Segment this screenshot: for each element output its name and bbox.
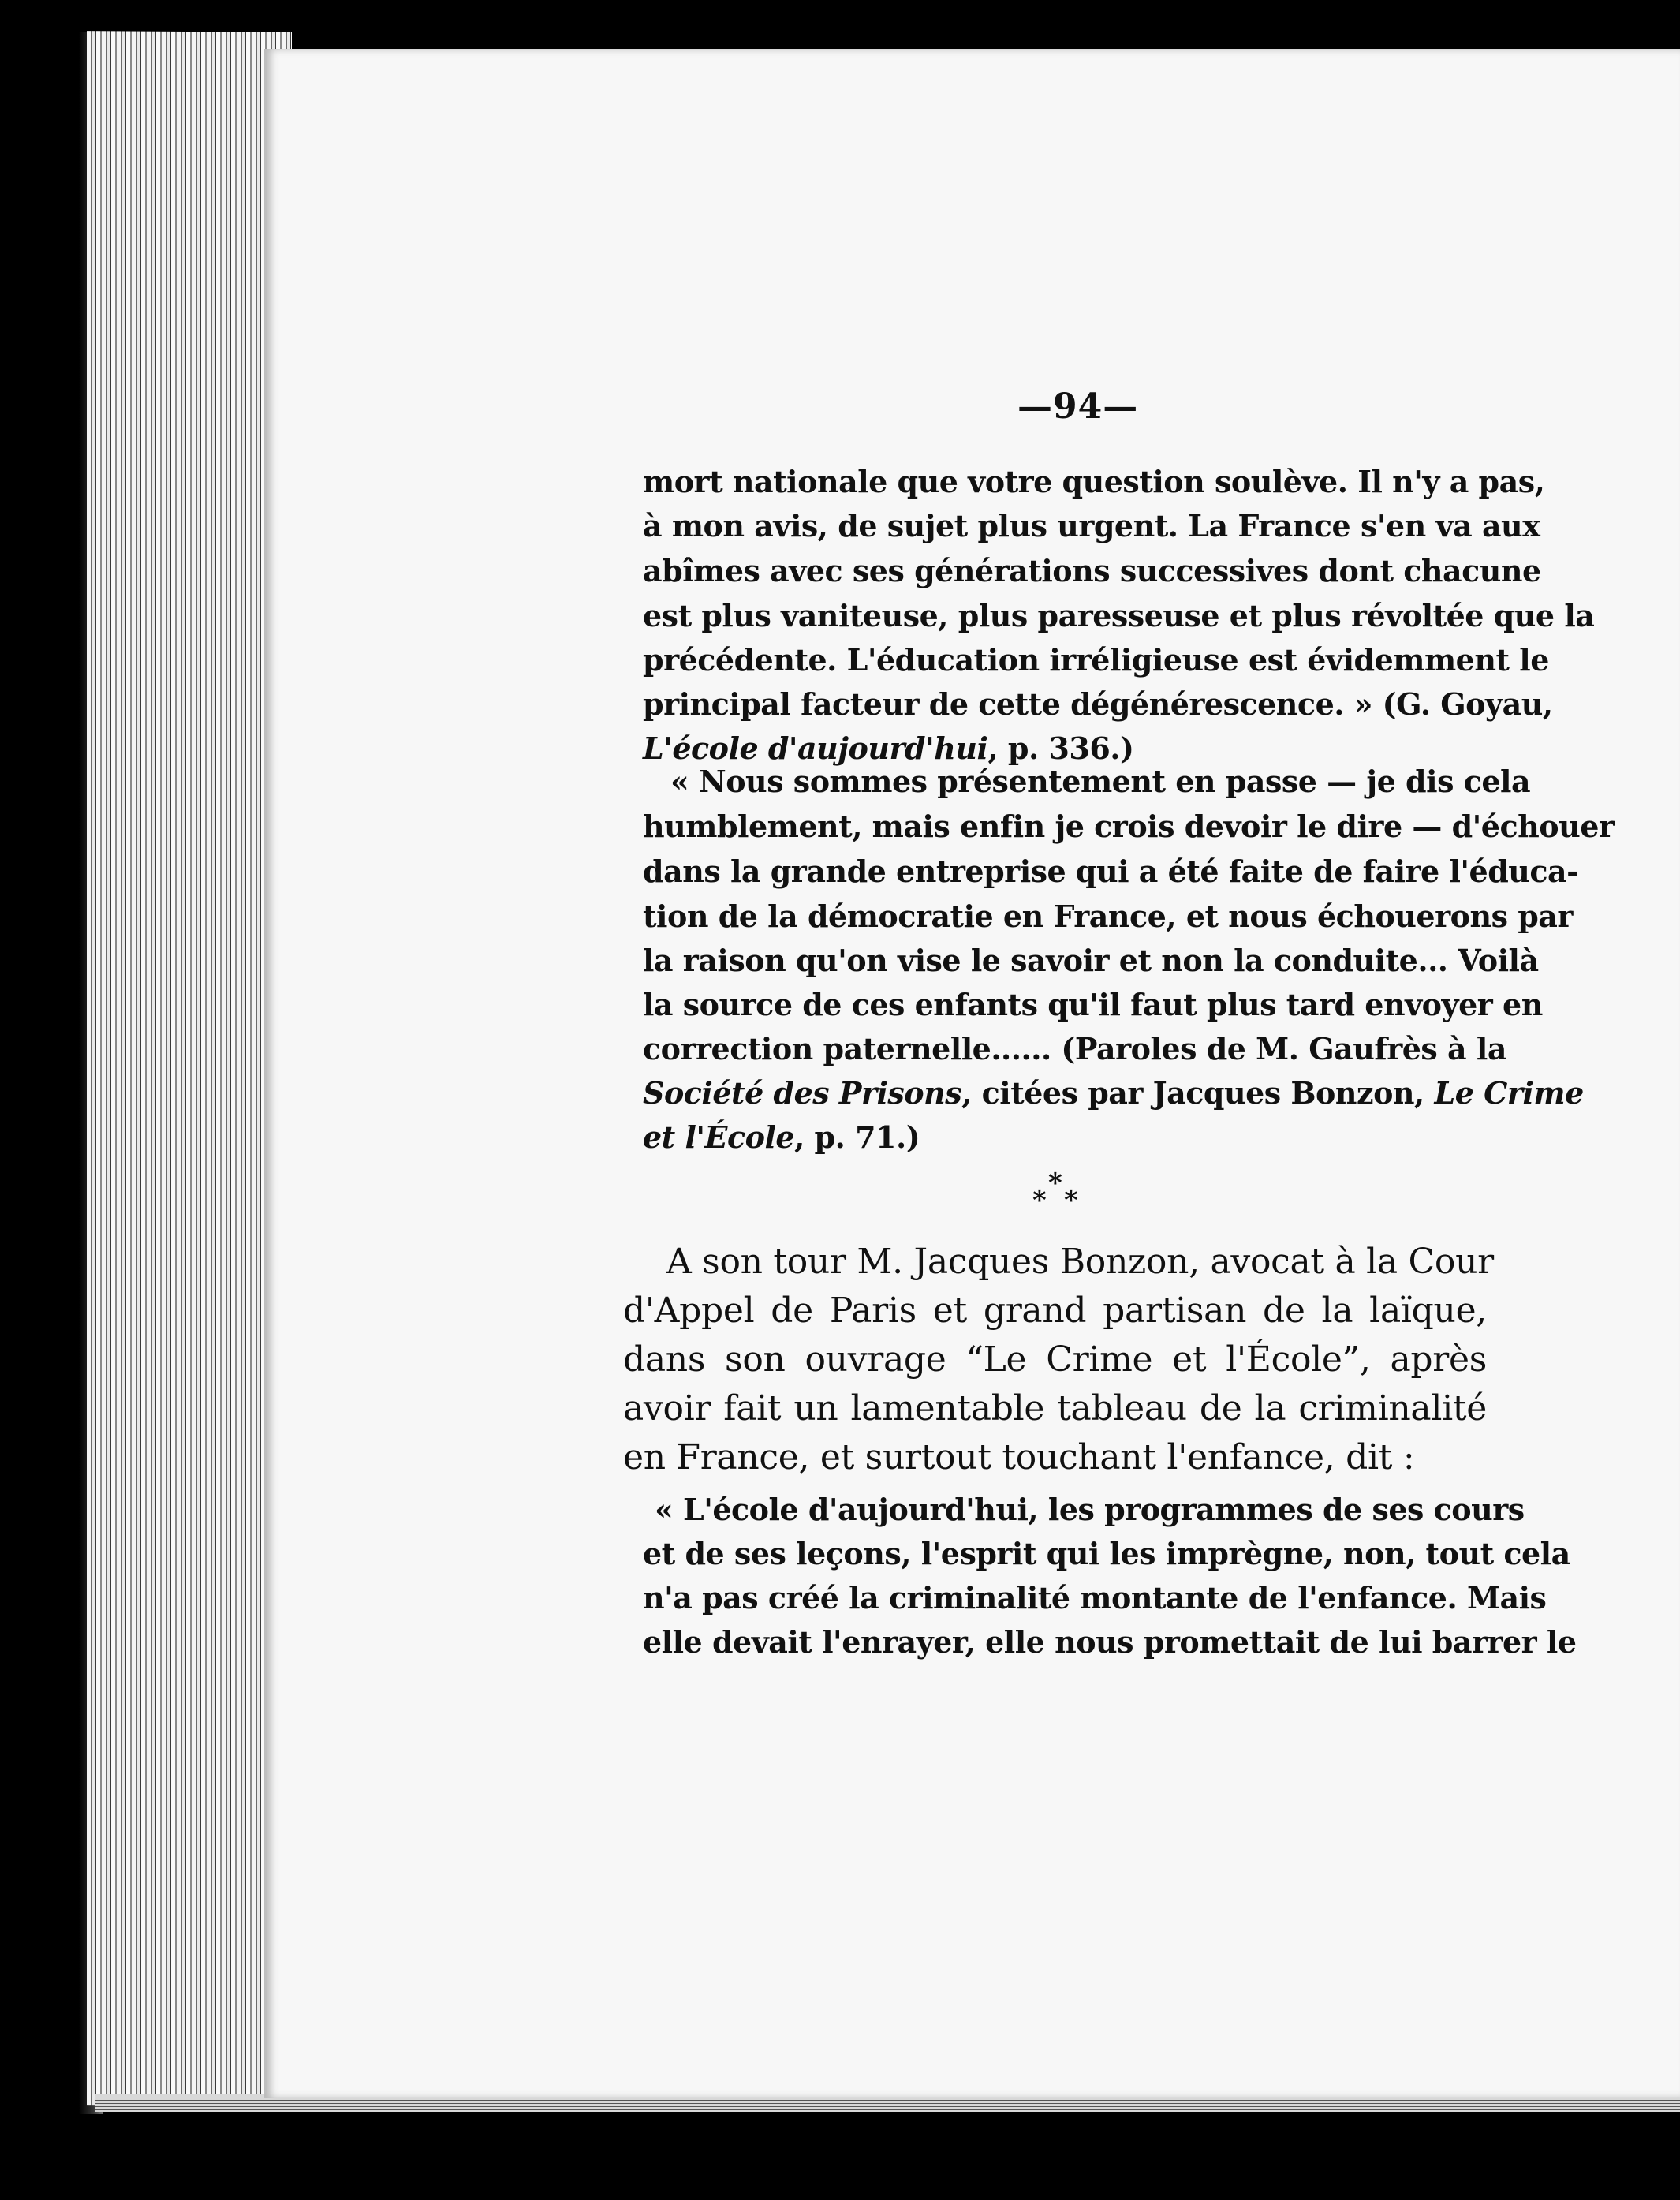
quote1-citation-line (643, 730, 1491, 766)
page-edges (87, 31, 292, 2107)
quote2-line: correction paternelle...... (Paroles de M. Gaufrès à la (643, 1031, 1506, 1066)
body-line: dans son ouvrage “Le Crime et l'École”, après (623, 1339, 1487, 1380)
quote2-line: la raison qu'on vise le savoir et non la conduite... Voilà (643, 943, 1539, 978)
body-line: en France, et surtout touchant l'enfance, dit : (623, 1437, 1415, 1477)
asterism-star: * (1032, 1185, 1047, 1216)
quote1-line: à mon avis, de sujet plus urgent. La France s'en va aux (643, 508, 1540, 543)
body-line: avoir fait un lamentable tableau de la criminalité (623, 1388, 1487, 1429)
quote1-line: abîmes avec ses générations successives dont chacune (643, 553, 1541, 588)
quote1-citation-page: , p. 336.) (987, 730, 1134, 766)
page-number: —94— (1017, 387, 1139, 427)
quote2-line: dans la grande entreprise qui a été faite de faire l'éduca- (643, 853, 1579, 889)
quote3-line: n'a pas créé la criminalité montante de l'enfance. Mais (643, 1580, 1547, 1615)
quote3-line: elle devait l'enrayer, elle nous promettait de lui barrer le (643, 1624, 1577, 1660)
quote1-line: mort nationale que votre question soulève. Il n'y a pas, (643, 464, 1545, 499)
asterism-separator (1029, 1167, 1092, 1223)
quote1-citation-title: L'école d'aujourd'hui (643, 730, 988, 766)
quote2-citation-line (643, 1075, 1584, 1111)
quote2-line: « Nous sommes présentement en passe — je dis cela (670, 764, 1531, 799)
quote2-book-title-end: et l'École (643, 1119, 795, 1155)
quote3-line: « L'école d'aujourd'hui, les programmes de ses cours (655, 1492, 1525, 1527)
quote2-citation-page: , p. 71.) (794, 1119, 920, 1155)
quote2-line: humblement, mais enfin je crois devoir le dire — d'échouer (643, 809, 1615, 844)
quote1-line: principal facteur de cette dégénérescence. » (G. Goyau, (643, 686, 1553, 722)
quote1-line: est plus vaniteuse, plus paresseuse et plus révoltée que la (643, 598, 1595, 633)
quote2-source-text: , citées par Jacques Bonzon, (961, 1075, 1435, 1111)
quote2-line: la source de ces enfants qu'il faut plus tard envoyer en (643, 987, 1543, 1022)
quote2-line: tion de la démocratie en France, et nous échouerons par (643, 898, 1573, 934)
asterism-star: * (1064, 1185, 1078, 1216)
quote3-line: et de ses leçons, l'esprit qui les imprègne, non, tout cela (643, 1536, 1570, 1571)
body-line: d'Appel de Paris et grand partisan de la laïque, (623, 1290, 1487, 1331)
asterism-star: * (1048, 1167, 1062, 1199)
body-line: A son tour M. Jacques Bonzon, avocat à la Cour (666, 1242, 1494, 1282)
quote2-book-title: Le Crime (1434, 1075, 1584, 1111)
quote2-citation-end (643, 1119, 1491, 1155)
page-sheet (264, 49, 1680, 2098)
quote2-source-title: Société des Prisons (643, 1075, 962, 1111)
quote1-line: précédente. L'éducation irréligieuse est évidemment le (643, 642, 1549, 678)
